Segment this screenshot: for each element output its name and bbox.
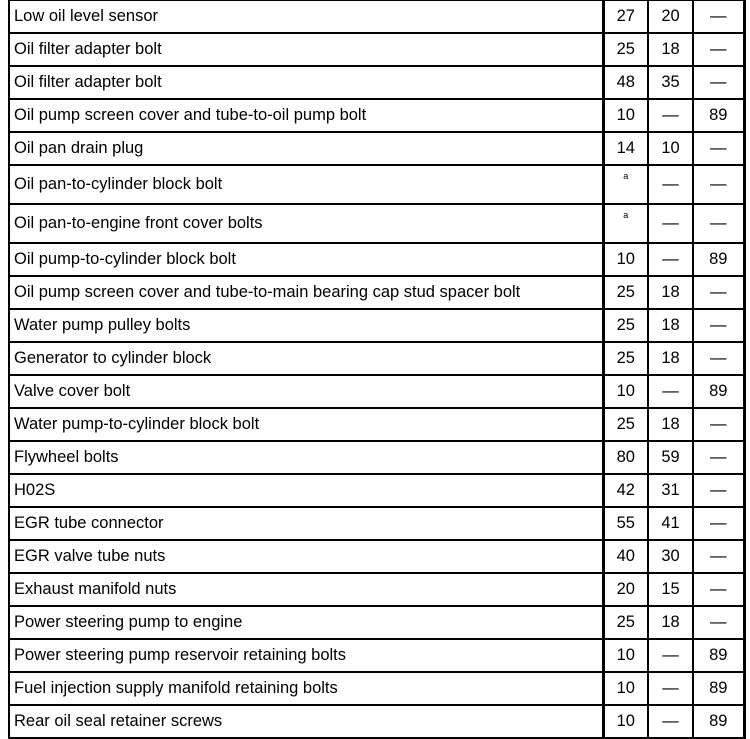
torque-lbin-value: — (693, 309, 744, 342)
torque-lbin-value: — (693, 474, 744, 507)
fastener-description: Power steering pump to engine (9, 606, 603, 639)
table-row (9, 573, 744, 606)
table-row (9, 540, 744, 573)
torque-lbin-value: 89 (693, 672, 744, 705)
torque-lbin-value: — (693, 165, 744, 204)
fastener-description: Flywheel bolts (9, 441, 603, 474)
torque-nm-value: 10 (603, 99, 648, 132)
torque-lbin-value: — (693, 507, 744, 540)
torque-lbft-value: — (648, 165, 693, 204)
torque-lbft-value: 41 (648, 507, 693, 540)
torque-lbin-value: — (693, 342, 744, 375)
torque-lbft-value: 18 (648, 276, 693, 309)
table-row (9, 243, 744, 276)
torque-nm-value: 10 (603, 672, 648, 705)
fastener-description: Exhaust manifold nuts (9, 573, 603, 606)
torque-lbft-value: 15 (648, 573, 693, 606)
torque-nm-value: 40 (603, 540, 648, 573)
torque-lbft-value: — (648, 99, 693, 132)
fastener-description: Oil filter adapter bolt (9, 66, 603, 99)
torque-lbin-value: 89 (693, 375, 744, 408)
torque-lbft-value: 18 (648, 342, 693, 375)
torque-lbft-value: — (648, 204, 693, 243)
torque-lbft-value: 18 (648, 408, 693, 441)
table-row (9, 276, 744, 309)
fastener-description: Valve cover bolt (9, 375, 603, 408)
torque-spec-table (8, 0, 746, 739)
table-row (9, 132, 744, 165)
fastener-description: H02S (9, 474, 603, 507)
torque-nm-value: a (603, 204, 648, 243)
fastener-description: Oil pump screen cover and tube-to-oil pump bolt (9, 99, 603, 132)
table-row (9, 606, 744, 639)
torque-lbin-value: 89 (693, 99, 744, 132)
torque-lbin-value: 89 (693, 705, 744, 738)
table-row (9, 375, 744, 408)
torque-lbft-value: 18 (648, 309, 693, 342)
torque-lbin-value: — (693, 276, 744, 309)
torque-nm-value: 25 (603, 408, 648, 441)
table-row (9, 165, 744, 204)
torque-lbin-value: 89 (693, 639, 744, 672)
table-row (9, 474, 744, 507)
torque-nm-value: 20 (603, 573, 648, 606)
fastener-description: EGR valve tube nuts (9, 540, 603, 573)
torque-lbin-value: — (693, 540, 744, 573)
fastener-description: Oil pan-to-engine front cover bolts (9, 204, 603, 243)
torque-nm-value: 14 (603, 132, 648, 165)
torque-lbft-value: — (648, 639, 693, 672)
torque-lbin-value: — (693, 33, 744, 66)
fastener-description: Oil pump screen cover and tube-to-main bearing cap stud spacer bolt (9, 276, 603, 309)
table-row (9, 342, 744, 375)
fastener-description: Oil pump-to-cylinder block bolt (9, 243, 603, 276)
torque-lbft-value: 35 (648, 66, 693, 99)
torque-lbft-value: 31 (648, 474, 693, 507)
table-row (9, 204, 744, 243)
torque-nm-value: 25 (603, 33, 648, 66)
torque-lbin-value: 89 (693, 243, 744, 276)
torque-lbin-value: — (693, 573, 744, 606)
fastener-description: Low oil level sensor (9, 1, 603, 34)
table-row (9, 639, 744, 672)
table-row (9, 507, 744, 540)
torque-nm-value: 55 (603, 507, 648, 540)
table-row (9, 705, 744, 738)
table-row (9, 672, 744, 705)
fastener-description: Water pump pulley bolts (9, 309, 603, 342)
torque-nm-value: 80 (603, 441, 648, 474)
table-row (9, 66, 744, 99)
torque-nm-value: 48 (603, 66, 648, 99)
fastener-description: Water pump-to-cylinder block bolt (9, 408, 603, 441)
fastener-description: Oil filter adapter bolt (9, 33, 603, 66)
torque-nm-value: 25 (603, 606, 648, 639)
torque-lbft-value: 18 (648, 606, 693, 639)
fastener-description: Fuel injection supply manifold retaining bolts (9, 672, 603, 705)
torque-lbft-value: 18 (648, 33, 693, 66)
table-row (9, 1, 744, 34)
torque-nm-value: 25 (603, 276, 648, 309)
torque-lbin-value: — (693, 1, 744, 34)
torque-lbft-value: 59 (648, 441, 693, 474)
torque-nm-value: 10 (603, 639, 648, 672)
fastener-description: Oil pan-to-cylinder block bolt (9, 165, 603, 204)
torque-nm-value: 10 (603, 375, 648, 408)
fastener-description: Rear oil seal retainer screws (9, 705, 603, 738)
torque-lbin-value: — (693, 606, 744, 639)
torque-lbft-value: 10 (648, 132, 693, 165)
torque-lbft-value: — (648, 705, 693, 738)
torque-nm-value: 25 (603, 309, 648, 342)
table-row (9, 408, 744, 441)
torque-nm-value: 42 (603, 474, 648, 507)
torque-nm-value: 10 (603, 243, 648, 276)
torque-lbft-value: 30 (648, 540, 693, 573)
torque-lbin-value: — (693, 204, 744, 243)
torque-lbin-value: — (693, 132, 744, 165)
table-row (9, 309, 744, 342)
torque-lbin-value: — (693, 441, 744, 474)
torque-lbin-value: — (693, 66, 744, 99)
fastener-description: Power steering pump reservoir retaining bolts (9, 639, 603, 672)
torque-lbft-value: — (648, 672, 693, 705)
torque-lbft-value: — (648, 243, 693, 276)
torque-spec-table-body (9, 1, 744, 739)
torque-nm-value: 25 (603, 342, 648, 375)
torque-lbft-value: 20 (648, 1, 693, 34)
fastener-description: Generator to cylinder block (9, 342, 603, 375)
torque-lbin-value: — (693, 408, 744, 441)
torque-nm-value: 10 (603, 705, 648, 738)
table-row (9, 99, 744, 132)
table-row (9, 441, 744, 474)
table-row (9, 33, 744, 66)
torque-lbft-value: — (648, 375, 693, 408)
fastener-description: Oil pan drain plug (9, 132, 603, 165)
torque-nm-value: 27 (603, 1, 648, 34)
torque-nm-value: a (603, 165, 648, 204)
fastener-description: EGR tube connector (9, 507, 603, 540)
